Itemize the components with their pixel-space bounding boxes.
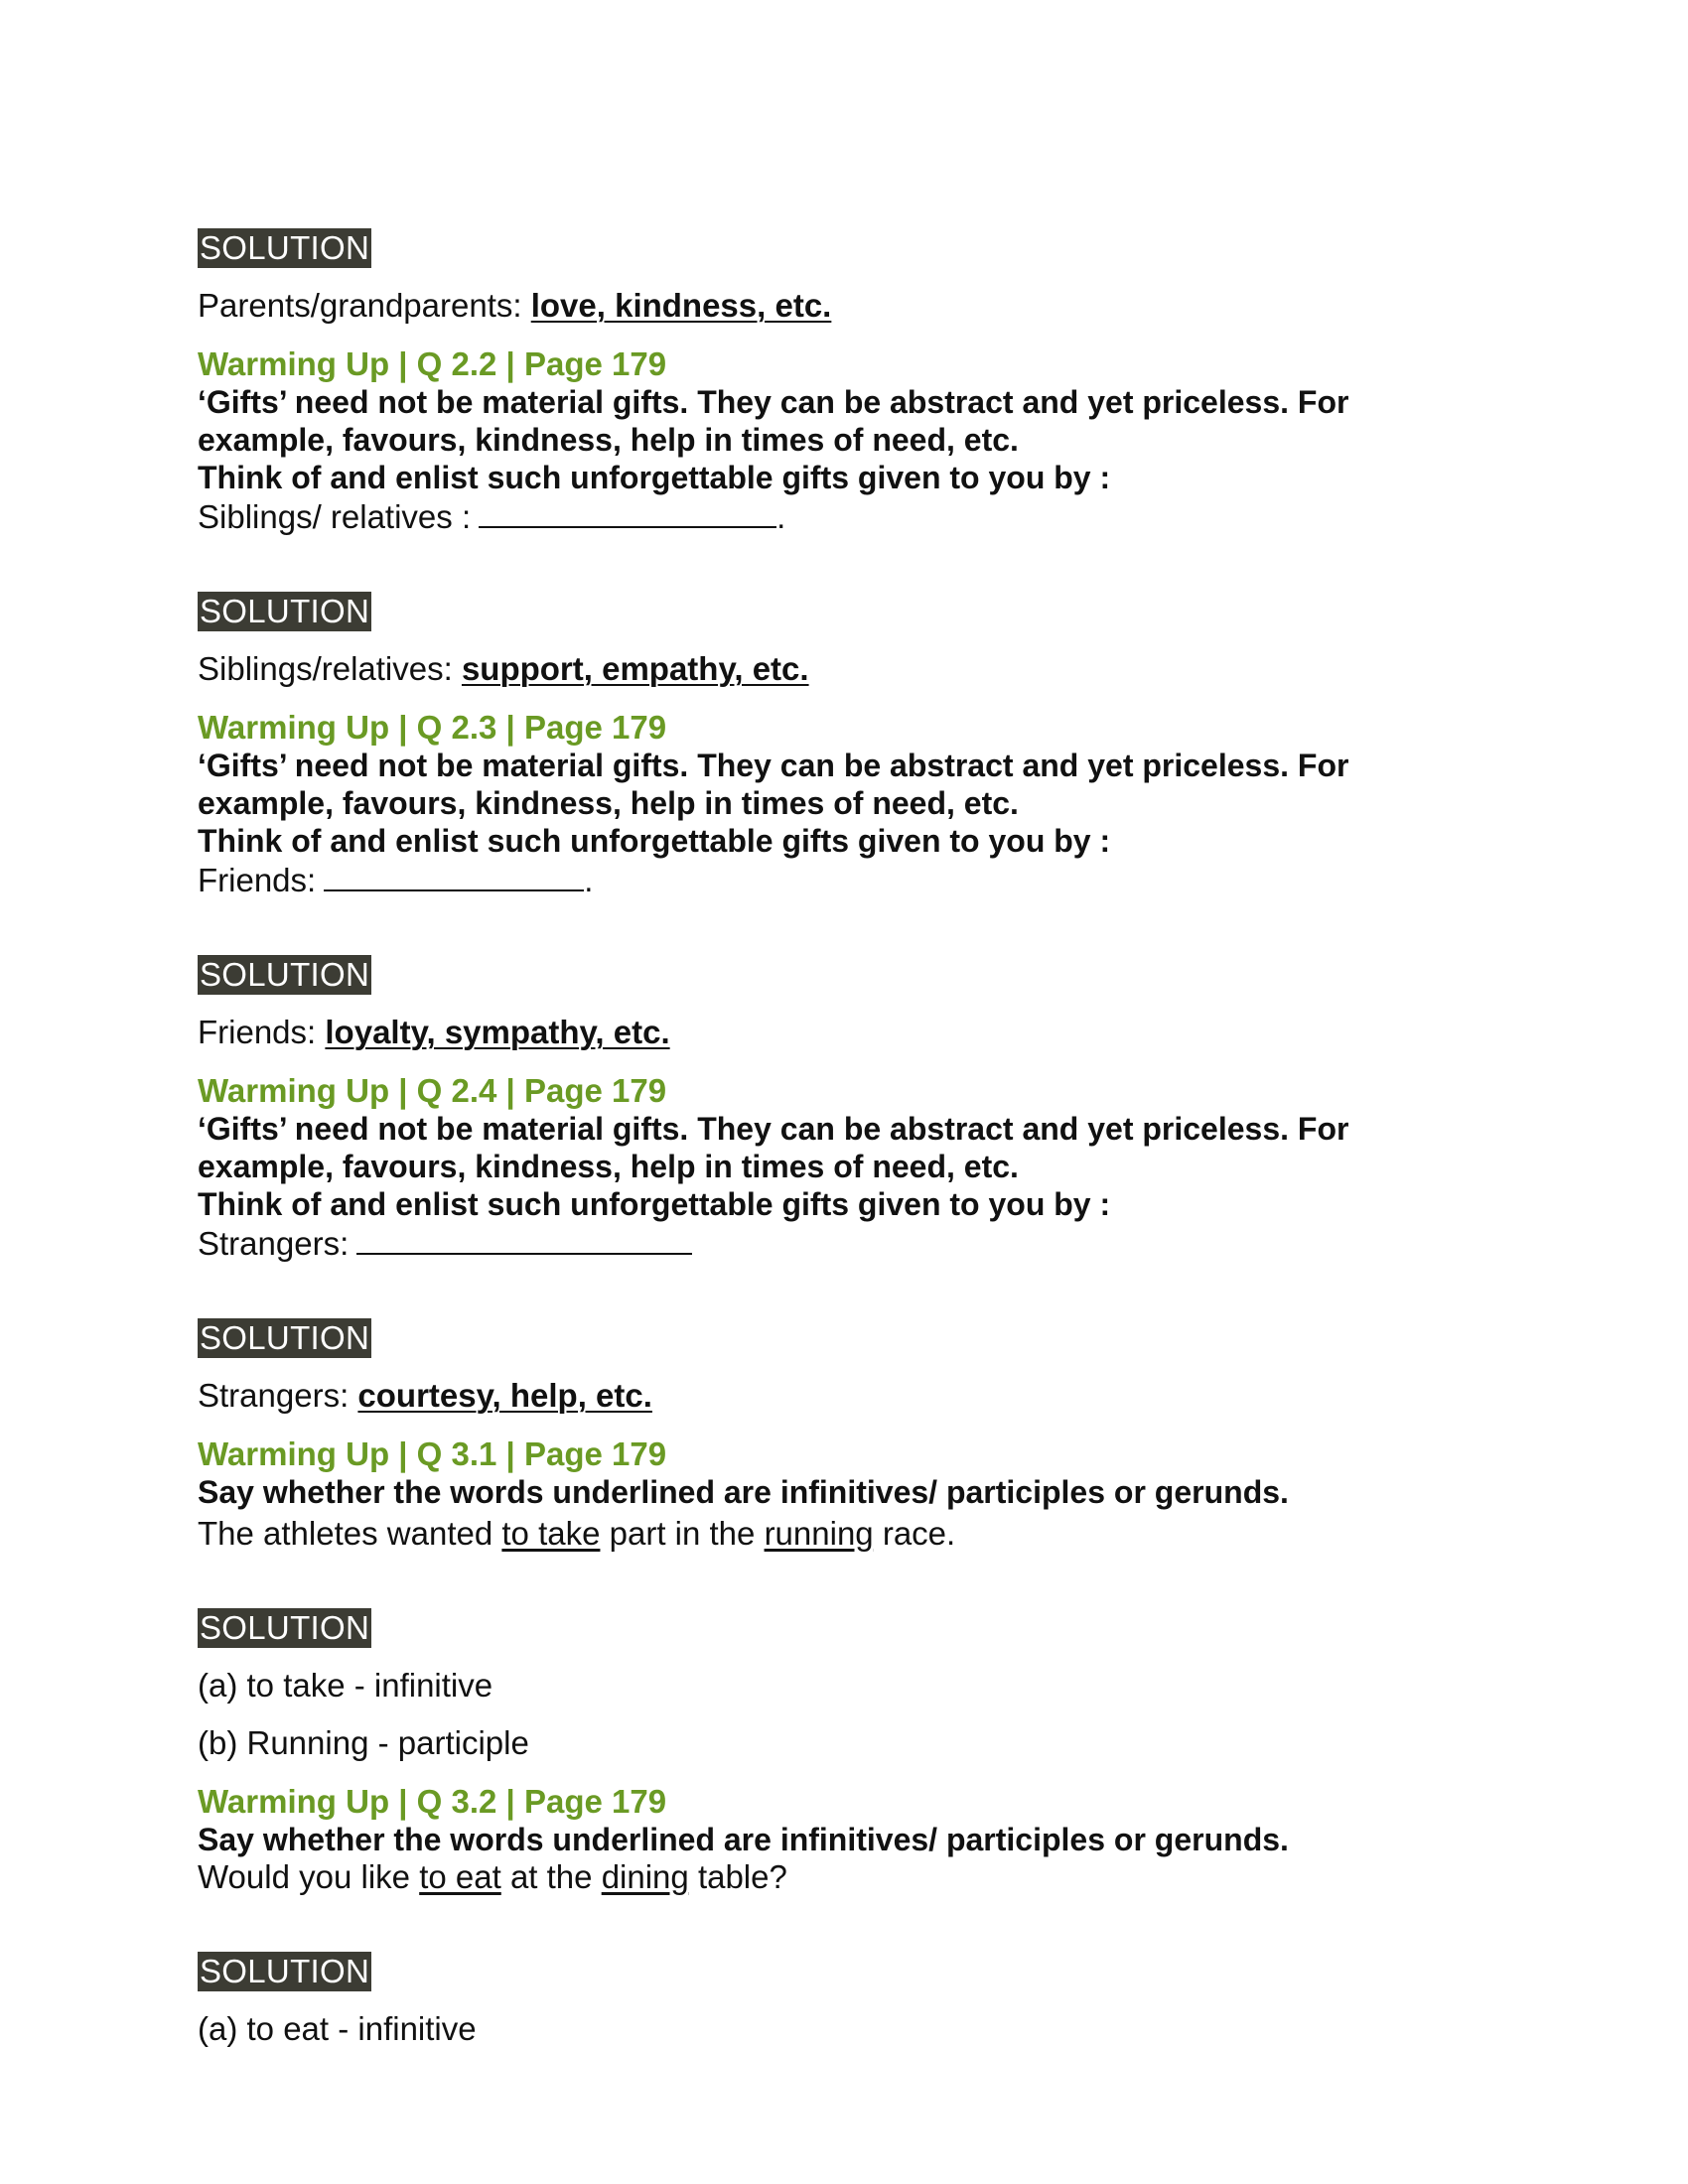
solution-answer-line xyxy=(198,649,1488,689)
question-text-line: Say whether the words underlined are infinitives/ participles or gerunds. xyxy=(198,1822,1289,1857)
prompt-tail: . xyxy=(584,862,594,898)
question-text-line: Say whether the words underlined are infinitives/ participles or gerunds. xyxy=(198,1474,1289,1510)
solution-answer-line xyxy=(198,1013,1488,1052)
sentence-part: table? xyxy=(697,1858,787,1895)
question-text-line: example, favours, kindness, help in times of need, etc. xyxy=(198,785,1019,821)
question-heading: Warming Up | Q 2.4 | Page 179 xyxy=(198,1072,667,1109)
sentence-part: at the xyxy=(509,1858,593,1895)
question-text-line: ‘Gifts’ need not be material gifts. They can be abstract and yet priceless. For xyxy=(198,1111,1349,1147)
underlined-word: to take xyxy=(501,1515,601,1552)
prompt-label: Friends: xyxy=(198,862,317,898)
answer-text: love, kindness, etc. xyxy=(530,287,832,324)
answer-prefix: Siblings/relatives: xyxy=(198,650,453,687)
answer-blank xyxy=(324,860,584,891)
question-3-2 xyxy=(198,1783,1488,1896)
sentence-part: part in the xyxy=(609,1515,756,1552)
sentence-part: Would you like xyxy=(198,1858,411,1895)
solution-part: (a) to take - infinitive xyxy=(198,1667,493,1704)
answer-prefix: Strangers: xyxy=(198,1377,350,1414)
example-sentence xyxy=(198,1858,1488,1896)
question-text-line: example, favours, kindness, help in times of need, etc. xyxy=(198,422,1019,458)
question-heading: Warming Up | Q 2.3 | Page 179 xyxy=(198,709,667,746)
question-text-line: example, favours, kindness, help in times of need, etc. xyxy=(198,1149,1019,1184)
question-prompt-line xyxy=(198,496,1488,536)
answer-blank xyxy=(356,1223,692,1255)
answer-text: support, empathy, etc. xyxy=(461,650,809,687)
question-text-line: Think of and enlist such unforgettable gifts given to you by : xyxy=(198,460,1111,495)
example-sentence xyxy=(198,1515,1488,1553)
question-text-line: ‘Gifts’ need not be material gifts. They can be abstract and yet priceless. For xyxy=(198,384,1349,420)
solution-badge: SOLUTION xyxy=(200,1953,370,1989)
sentence-part: The athletes wanted xyxy=(198,1515,493,1552)
question-text-line: Think of and enlist such unforgettable gifts given to you by : xyxy=(198,1186,1111,1222)
question-2-2 xyxy=(198,345,1488,536)
answer-text: courtesy, help, etc. xyxy=(357,1377,652,1414)
solution-section-4 xyxy=(198,1318,1488,1416)
underlined-word: dining xyxy=(601,1858,689,1895)
solution-answer-line xyxy=(198,286,1488,326)
answer-text: loyalty, sympathy, etc. xyxy=(325,1014,670,1050)
question-prompt-line xyxy=(198,860,1488,899)
solution-section-2 xyxy=(198,592,1488,689)
prompt-label: Siblings/ relatives : xyxy=(198,498,472,535)
solution-badge: SOLUTION xyxy=(200,1609,370,1646)
solution-badge: SOLUTION xyxy=(200,956,370,993)
solution-badge: SOLUTION xyxy=(200,1319,370,1356)
solution-part: (a) to eat - infinitive xyxy=(198,2010,477,2047)
answer-blank xyxy=(479,496,776,528)
question-heading: Warming Up | Q 2.2 | Page 179 xyxy=(198,345,667,382)
question-heading: Warming Up | Q 3.1 | Page 179 xyxy=(198,1435,667,1472)
question-prompt-line xyxy=(198,1223,1488,1263)
question-3-1 xyxy=(198,1435,1488,1553)
page-content xyxy=(198,228,1488,2049)
underlined-word: running xyxy=(764,1515,874,1552)
underlined-word: to eat xyxy=(419,1858,501,1895)
question-heading: Warming Up | Q 3.2 | Page 179 xyxy=(198,1783,667,1820)
answer-prefix: Parents/grandparents: xyxy=(198,287,522,324)
prompt-tail: . xyxy=(776,498,786,535)
solution-badge: SOLUTION xyxy=(200,229,370,266)
solution-part: (b) Running - participle xyxy=(198,1724,529,1761)
question-text-line: Think of and enlist such unforgettable gifts given to you by : xyxy=(198,823,1111,859)
answer-prefix: Friends: xyxy=(198,1014,317,1050)
question-2-4 xyxy=(198,1072,1488,1263)
solution-section-3 xyxy=(198,955,1488,1052)
solution-section-6 xyxy=(198,1952,1488,2049)
solution-section-1 xyxy=(198,228,1488,326)
sentence-part: race. xyxy=(882,1515,956,1552)
solution-answer-line xyxy=(198,1376,1488,1416)
solution-badge: SOLUTION xyxy=(200,593,370,629)
question-2-3 xyxy=(198,709,1488,899)
question-text-line: ‘Gifts’ need not be material gifts. They can be abstract and yet priceless. For xyxy=(198,748,1349,783)
solution-section-5 xyxy=(198,1608,1488,1763)
prompt-label: Strangers: xyxy=(198,1225,350,1262)
